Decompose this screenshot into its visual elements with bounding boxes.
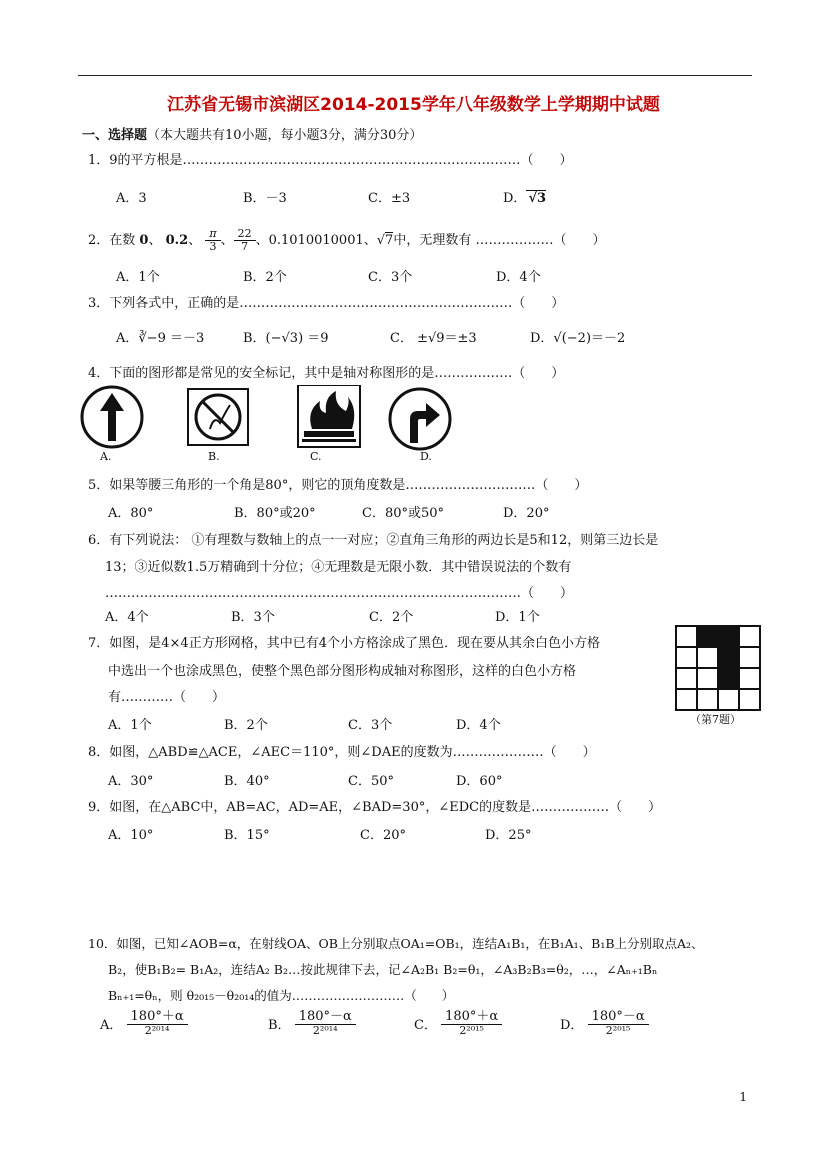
section-heading xyxy=(82,124,422,143)
q7-option-a: A．1个 xyxy=(108,718,152,733)
q6-line1: 6．有下列说法： ①有理数与数轴上的点一一对应；②直角三角形的两边长是5和12，则第三边长是 xyxy=(88,533,659,548)
q4-safety-signs xyxy=(80,385,460,465)
q9-option-b: B．15° xyxy=(224,828,270,843)
q8-stem: 8．如图，△ABD≌△ACE，∠AEC＝110°，则∠DAE的度数为…………………（ ） xyxy=(88,745,596,760)
q6-option-c: C．2个 xyxy=(369,610,414,625)
q6-option-a: A．4个 xyxy=(105,610,149,625)
q7-line3: 有…………（ ） xyxy=(108,690,226,705)
section-name: 一、选择题 xyxy=(82,128,148,143)
q8-option-c: C．50° xyxy=(348,774,394,789)
q10-option-c: C． $\frac{180^\circ+\alpha}{\text{2²⁰¹⁵}}$ xyxy=(414,1010,502,1037)
q1-stem: 1．9的平方根是……………………………………………………………………（ ） xyxy=(88,153,573,168)
q5-option-c: C．80°或50° xyxy=(362,506,445,521)
q9-option-d: D．25° xyxy=(485,828,532,843)
q4-option-b: B. xyxy=(208,450,220,463)
q9-option-c: C．20° xyxy=(360,828,406,843)
q1-option-d: D． √3 xyxy=(503,191,547,206)
sign-d-turn-right-icon xyxy=(390,389,450,449)
q7-line2: 中选出一个也涂成黑色，使整个黑色部分图形构成轴对称图形，这样的白色小方格 xyxy=(108,664,577,679)
q5-stem: 5．如果等腰三角形的一个角是80°，则它的顶角度数是…………………………（ ） xyxy=(88,478,588,493)
q8-option-d: D．60° xyxy=(456,774,503,789)
page-number: 1 xyxy=(739,1090,747,1104)
q1-option-a: A．3 xyxy=(116,191,147,206)
q5-option-b: B．80°或20° xyxy=(234,506,316,521)
q4-option-c: C. xyxy=(310,450,322,463)
q7-line1: 7．如图，是4×4正方形网格，其中已有4个小方格涂成了黑色．现在要从其余白色小方格 xyxy=(88,636,600,651)
sign-b-no-fire-icon xyxy=(188,389,248,445)
sign-c-fire-icon xyxy=(298,385,360,447)
q7-grid-figure xyxy=(675,625,761,711)
q4-option-d: D. xyxy=(420,450,432,463)
q3-option-c: C． ±√9＝±3 xyxy=(390,331,477,346)
q5-option-a: A．80° xyxy=(108,506,154,521)
q1-option-c: C．±3 xyxy=(368,191,411,206)
q1-option-b: B．－3 xyxy=(243,191,287,206)
q3-stem: 3．下列各式中，正确的是………………………………………………………（ ） xyxy=(88,296,565,311)
q8-option-b: B．40° xyxy=(224,774,270,789)
section-note: （本大题共有10小题，每小题3分，满分30分） xyxy=(147,128,423,143)
q4-stem: 4．下面的图形都是常见的安全标记，其中是轴对称图形的是………………（ ） xyxy=(88,366,565,381)
q10-line2: B₂，使B₁B₂= B₁A₂，连结A₂ B₂…按此规律下去，记∠A₂B₁ B₂=θ₁，∠A₃B₂B₃=θ₂，…，∠Aₙ₊₁Bₙ xyxy=(108,962,658,977)
q10-option-d: D． $\frac{180^\circ-\alpha}{\text{2²⁰¹⁵}}$ xyxy=(560,1010,649,1037)
q6-line3: ……………………………………………………………………………………（ ） xyxy=(105,586,574,601)
page-title: 江苏省无锡市滨湖区2014-2015学年八年级数学上学期期中试题 xyxy=(167,95,660,115)
header-rule xyxy=(78,75,752,76)
q9-option-a: A．10° xyxy=(108,828,154,843)
q4-option-a: A. xyxy=(100,450,112,463)
q8-option-a: A．30° xyxy=(108,774,154,789)
q3-option-d: D．√(−2)＝－2 xyxy=(530,331,626,346)
q6-option-b: B．3个 xyxy=(231,610,275,625)
q9-stem: 9．如图，在△ABC中，AB=AC，AD=AE，∠BAD=30°，∠EDC的度数是………………（ ） xyxy=(88,800,662,815)
q7-option-d: D．4个 xyxy=(456,718,501,733)
q10-line1: 10．如图，已知∠AOB=α，在射线OA、OB上分别取点OA₁=OB₁，连结A₁B₁，在B₁A₁、B₁B上分别取点A₂、 xyxy=(88,936,704,951)
sign-a-up-arrow-icon xyxy=(82,387,142,447)
q2-option-a: A．1个 xyxy=(116,270,160,285)
q3-option-a: A．∛−9 ＝－3 xyxy=(116,331,205,346)
q2-option-d: D．4个 xyxy=(496,270,541,285)
q6-option-d: D．1个 xyxy=(495,610,540,625)
q2-option-b: B．2个 xyxy=(243,270,287,285)
q10-option-a: A． $\frac{180^\circ+\alpha}{\text{2²⁰¹⁴}}$ xyxy=(100,1010,188,1037)
q2-option-c: C．3个 xyxy=(368,270,413,285)
q7-option-b: B．2个 xyxy=(224,718,268,733)
q7-figure-caption: （第7题） xyxy=(690,713,741,726)
q3-option-b: B．(−√3) ＝9 xyxy=(243,331,329,346)
q6-line2: 13；③近似数1.5万精确到十分位；④无理数是无限小数．其中错误说法的个数有 xyxy=(105,560,572,575)
q10-option-b: B． $\frac{180^\circ-\alpha}{\text{2²⁰¹⁴}}$ xyxy=(268,1010,356,1037)
q2-stem: 2．在数 0、 0.2、 $\frac{\pi}{3}$ 、 $\frac{22}{7}$ 、0.1010010001、√7中，无理数有 ………………（ ） xyxy=(88,227,606,254)
q7-option-c: C．3个 xyxy=(348,718,393,733)
q5-option-d: D．20° xyxy=(503,506,550,521)
q10-line3: Bₙ₊₁=θₙ，则 θ₂₀₁₅－θ₂₀₁₄的值为………………………（ ） xyxy=(108,988,455,1003)
